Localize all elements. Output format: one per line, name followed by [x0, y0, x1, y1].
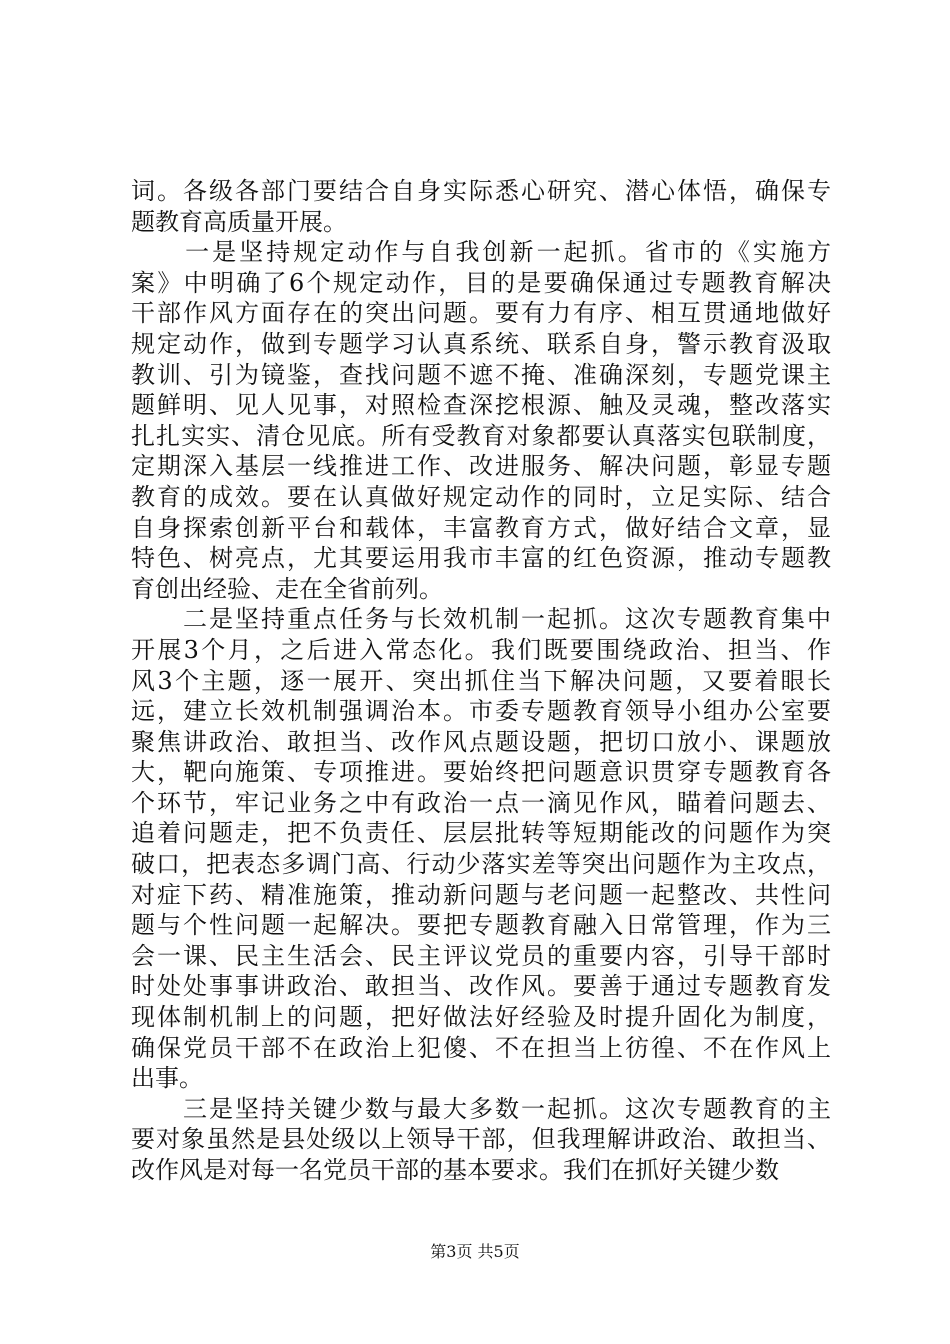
text-line: 教训、引为镜鉴，查找问题不遮不掩、准确深刻，专题党课主 [131, 360, 831, 389]
text-line: 题教育高质量开展。 [131, 207, 347, 236]
text-line: 远，建立长效机制强调治本。市委专题教育领导小组办公室要 [131, 697, 831, 726]
text-line: 一是坚持规定动作与自我创新一起抓。省市的《实施方 [131, 238, 831, 267]
text-line: 追着问题走，把不负责任、层层批转等短期能改的问题作为突 [131, 819, 831, 848]
text-line: 风3个主题，逐一展开、突出抓住当下解决问题，又要着眼长 [131, 666, 831, 695]
text-line: 确保党员干部不在政治上犯傻、不在担当上彷徨、不在作风上 [131, 1033, 831, 1062]
text-line: 会一课、民主生活会、民主评议党员的重要内容，引导干部时 [131, 941, 831, 970]
text-line: 定期深入基层一线推进工作、改进服务、解决问题，彰显专题 [131, 452, 831, 481]
text-line: 扎扎实实、清仓见底。所有受教育对象都要认真落实包联制度， [131, 421, 831, 450]
text-line: 时处处事事讲政治、敢担当、改作风。要善于通过专题教育发 [131, 972, 831, 1001]
text-line: 题与个性问题一起解决。要把专题教育融入日常管理，作为三 [131, 911, 831, 940]
page-footer: 第3页 共5页 [430, 1242, 520, 1261]
text-line: 育创出经验、走在全省前列。 [131, 574, 443, 603]
text-line: 改作风是对每一名党员干部的基本要求。我们在抓好关键少数 [131, 1156, 779, 1184]
text-line: 自身探索创新平台和载体，丰富教育方式，做好结合文章，显 [131, 513, 831, 542]
text-line: 对症下药、精准施策，推动新问题与老问题一起整改、共性问 [131, 880, 831, 909]
text-line: 开展3个月，之后进入常态化。我们既要围绕政治、担当、作 [131, 635, 831, 664]
text-line: 要对象虽然是县处级以上领导干部，但我理解讲政治、敢担当、 [131, 1125, 831, 1154]
text-line: 现体制机制上的问题，把好做法好经验及时提升固化为制度， [131, 1003, 831, 1032]
text-line: 大，靶向施策、专项推进。要始终把问题意识贯穿专题教育各 [131, 758, 831, 787]
text-line: 规定动作，做到专题学习认真系统、联系自身，警示教育汲取 [131, 329, 831, 358]
text-line: 破口，把表态多调门高、行动少落实差等突出问题作为主攻点， [131, 850, 831, 879]
text-line: 案》中明确了6个规定动作，目的是要确保通过专题教育解决 [131, 268, 831, 297]
text-line: 三是坚持关键少数与最大多数一起抓。这次专题教育的主 [131, 1094, 831, 1123]
text-line: 题鲜明、见人见事，对照检查深挖根源、触及灵魂，整改落实 [131, 391, 831, 420]
text-line: 特色、树亮点，尤其要运用我市丰富的红色资源，推动专题教 [131, 544, 831, 573]
text-line: 出事。 [131, 1064, 203, 1093]
text-line: 干部作风方面存在的突出问题。要有力有序、相互贯通地做好 [131, 299, 831, 328]
text-line: 教育的成效。要在认真做好规定动作的同时，立足实际、结合 [131, 482, 831, 511]
text-line: 词。各级各部门要结合自身实际悉心研究、潜心体悟，确保专 [131, 177, 831, 205]
text-line: 个环节，牢记业务之中有政治一点一滴见作风，瞄着问题去、 [131, 788, 831, 817]
text-line: 二是坚持重点任务与长效机制一起抓。这次专题教育集中 [131, 605, 831, 634]
body-text [131, 176, 831, 1186]
text-line: 聚焦讲政治、敢担当、改作风点题设题，把切口放小、课题放 [131, 727, 831, 756]
